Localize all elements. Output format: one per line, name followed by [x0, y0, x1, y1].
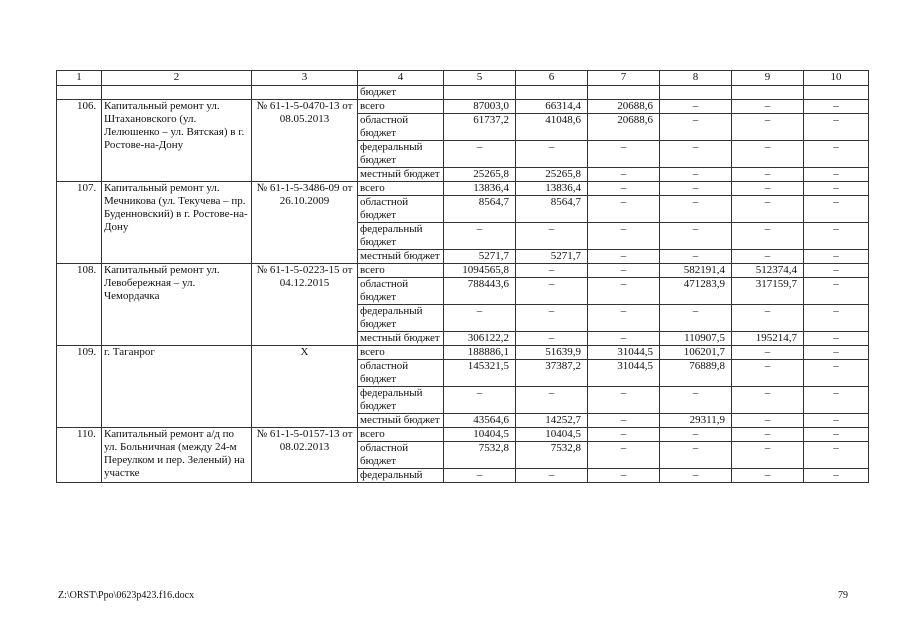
value-cell: 20688,6: [588, 114, 660, 141]
entry-doc-cell: Х: [252, 346, 358, 428]
value-cell: –: [804, 360, 869, 387]
value-cell: –: [804, 305, 869, 332]
value-cell: –: [732, 469, 804, 483]
value-cell: –: [516, 332, 588, 346]
value-cell: 20688,6: [588, 100, 660, 114]
budget-type-cell: федеральный: [358, 469, 444, 483]
budget-table: [56, 70, 869, 483]
footer-file-path: Z:\ORST\Ppo\0623p423.f16.docx: [58, 590, 195, 601]
value-cell: –: [804, 223, 869, 250]
value-cell: –: [804, 100, 869, 114]
budget-type-cell: местный бюджет: [358, 250, 444, 264]
value-cell: 37387,2: [516, 360, 588, 387]
value-cell: 13836,4: [444, 182, 516, 196]
value-cell: –: [516, 469, 588, 483]
value-cell: –: [804, 141, 869, 168]
value-cell: 31044,5: [588, 360, 660, 387]
value-cell: –: [804, 168, 869, 182]
col-header: 8: [660, 71, 732, 86]
value-cell: –: [516, 278, 588, 305]
value-cell: –: [732, 168, 804, 182]
value-cell: 7532,8: [444, 442, 516, 469]
value-cell: –: [732, 442, 804, 469]
value-cell: –: [444, 141, 516, 168]
value-cell: 25265,8: [444, 168, 516, 182]
value-cell: –: [660, 141, 732, 168]
value-cell: –: [732, 141, 804, 168]
table-row: [57, 100, 869, 114]
entry-name-cell: Капитальный ремонт ул. Штахановского (ул. Лелюшенко – ул. Вятская) в г. Ростове-на-Дону: [102, 100, 252, 182]
value-cell: 41048,6: [516, 114, 588, 141]
value-cell: –: [588, 442, 660, 469]
value-cell: –: [588, 264, 660, 278]
footer-page-number: 79: [838, 590, 848, 601]
value-cell: –: [444, 387, 516, 414]
entry-doc-cell: № 61-1-5-0223-15 от 04.12.2015: [252, 264, 358, 346]
value-cell: 66314,4: [516, 100, 588, 114]
value-cell: 10404,5: [444, 428, 516, 442]
value-cell: 1094565,8: [444, 264, 516, 278]
value-cell: 76889,8: [660, 360, 732, 387]
value-cell: 10404,5: [516, 428, 588, 442]
value-cell: 110907,5: [660, 332, 732, 346]
value-cell: –: [444, 223, 516, 250]
col-header: 2: [102, 71, 252, 86]
value-cell: 31044,5: [588, 346, 660, 360]
entry-name-cell: г. Таганрог: [102, 346, 252, 428]
value-cell: –: [516, 305, 588, 332]
value-cell: –: [660, 114, 732, 141]
value-cell: –: [660, 305, 732, 332]
budget-type-cell: федеральный бюджет: [358, 387, 444, 414]
budget-type-cell: местный бюджет: [358, 414, 444, 428]
budget-type-cell: областной бюджет: [358, 196, 444, 223]
value-cell: –: [588, 141, 660, 168]
value-cell: 471283,9: [660, 278, 732, 305]
table-row: [57, 428, 869, 442]
col-header: 5: [444, 71, 516, 86]
value-cell: 145321,5: [444, 360, 516, 387]
col-header: 9: [732, 71, 804, 86]
value-cell: –: [804, 332, 869, 346]
budget-type-cell: всего: [358, 100, 444, 114]
entry-name-cell: Капитальный ремонт а/д по ул. Больничная (между 24-м Переулком и пер. Зеленый) на участке: [102, 428, 252, 483]
value-cell: 25265,8: [516, 168, 588, 182]
col-header: 6: [516, 71, 588, 86]
value-cell: –: [660, 196, 732, 223]
value-cell: –: [804, 414, 869, 428]
value-cell: –: [660, 168, 732, 182]
budget-type-cell: местный бюджет: [358, 168, 444, 182]
value-cell: –: [588, 168, 660, 182]
entry-doc-cell: № 61-1-5-3486-09 от 26.10.2009: [252, 182, 358, 264]
value-cell: 188886,1: [444, 346, 516, 360]
value-cell: –: [660, 250, 732, 264]
table-row: [57, 264, 869, 278]
entry-name-cell: Капитальный ремонт ул. Левобережная – ул. Чемордачка: [102, 264, 252, 346]
budget-type-cell: всего: [358, 182, 444, 196]
value-cell: –: [732, 428, 804, 442]
value-cell: 582191,4: [660, 264, 732, 278]
value-cell: –: [732, 346, 804, 360]
value-cell: –: [660, 387, 732, 414]
entry-name-cell: Капитальный ремонт ул. Мечникова (ул. Текучева – пр. Буденновский) в г. Ростове-на-Дону: [102, 182, 252, 264]
value-cell: –: [588, 428, 660, 442]
value-cell: –: [804, 182, 869, 196]
budget-type-cell: федеральный бюджет: [358, 223, 444, 250]
entry-doc-cell: № 61-1-5-0157-13 от 08.02.2013: [252, 428, 358, 483]
value-cell: 8564,7: [444, 196, 516, 223]
value-cell: 13836,4: [516, 182, 588, 196]
value-cell: 195214,7: [732, 332, 804, 346]
value-cell: –: [732, 387, 804, 414]
value-cell: –: [588, 196, 660, 223]
value-cell: –: [660, 100, 732, 114]
value-cell: –: [732, 114, 804, 141]
value-cell: –: [660, 469, 732, 483]
value-cell: –: [660, 182, 732, 196]
header-row: [57, 71, 869, 86]
value-cell: 29311,9: [660, 414, 732, 428]
table-row: [57, 346, 869, 360]
value-cell: –: [588, 469, 660, 483]
budget-type-cell: всего: [358, 264, 444, 278]
table-row: [57, 182, 869, 196]
entry-number-cell: 110.: [57, 428, 102, 483]
value-cell: 43564,6: [444, 414, 516, 428]
value-cell: –: [804, 114, 869, 141]
value-cell: –: [732, 414, 804, 428]
value-cell: –: [444, 469, 516, 483]
value-cell: –: [732, 223, 804, 250]
value-cell: –: [804, 469, 869, 483]
continuation-row: [57, 86, 869, 100]
col-header: 10: [804, 71, 869, 86]
budget-type-cell: федеральный бюджет: [358, 141, 444, 168]
value-cell: –: [588, 305, 660, 332]
entry-number-cell: 107.: [57, 182, 102, 264]
value-cell: –: [660, 442, 732, 469]
entry-number-cell: 109.: [57, 346, 102, 428]
value-cell: –: [444, 305, 516, 332]
value-cell: –: [516, 264, 588, 278]
value-cell: 306122,2: [444, 332, 516, 346]
value-cell: –: [660, 428, 732, 442]
value-cell: 317159,7: [732, 278, 804, 305]
budget-type-cell: бюджет: [358, 86, 444, 100]
value-cell: 7532,8: [516, 442, 588, 469]
col-header: 7: [588, 71, 660, 86]
value-cell: 61737,2: [444, 114, 516, 141]
value-cell: –: [588, 250, 660, 264]
budget-type-cell: областной бюджет: [358, 442, 444, 469]
value-cell: –: [732, 196, 804, 223]
budget-type-cell: областной бюджет: [358, 114, 444, 141]
entry-doc-cell: № 61-1-5-0470-13 от 08.05.2013: [252, 100, 358, 182]
value-cell: 788443,6: [444, 278, 516, 305]
value-cell: –: [516, 141, 588, 168]
budget-type-cell: местный бюджет: [358, 332, 444, 346]
value-cell: 512374,4: [732, 264, 804, 278]
value-cell: 51639,9: [516, 346, 588, 360]
value-cell: –: [588, 387, 660, 414]
col-header: 3: [252, 71, 358, 86]
value-cell: 5271,7: [444, 250, 516, 264]
col-header: 4: [358, 71, 444, 86]
value-cell: –: [804, 428, 869, 442]
value-cell: –: [804, 264, 869, 278]
col-header: 1: [57, 71, 102, 86]
budget-type-cell: федеральный бюджет: [358, 305, 444, 332]
value-cell: –: [732, 360, 804, 387]
value-cell: –: [516, 387, 588, 414]
value-cell: –: [732, 305, 804, 332]
value-cell: –: [804, 442, 869, 469]
entry-number-cell: 106.: [57, 100, 102, 182]
value-cell: –: [732, 250, 804, 264]
value-cell: 106201,7: [660, 346, 732, 360]
value-cell: –: [804, 278, 869, 305]
value-cell: –: [588, 182, 660, 196]
value-cell: –: [588, 278, 660, 305]
value-cell: –: [804, 196, 869, 223]
value-cell: –: [804, 387, 869, 414]
value-cell: 8564,7: [516, 196, 588, 223]
value-cell: –: [804, 250, 869, 264]
value-cell: –: [588, 414, 660, 428]
budget-type-cell: областной бюджет: [358, 360, 444, 387]
budget-type-cell: областной бюджет: [358, 278, 444, 305]
value-cell: 5271,7: [516, 250, 588, 264]
value-cell: 87003,0: [444, 100, 516, 114]
value-cell: 14252,7: [516, 414, 588, 428]
budget-type-cell: всего: [358, 428, 444, 442]
budget-type-cell: всего: [358, 346, 444, 360]
value-cell: –: [732, 182, 804, 196]
value-cell: –: [516, 223, 588, 250]
value-cell: –: [588, 223, 660, 250]
value-cell: –: [588, 332, 660, 346]
value-cell: –: [660, 223, 732, 250]
value-cell: –: [732, 100, 804, 114]
entry-number-cell: 108.: [57, 264, 102, 346]
value-cell: –: [804, 346, 869, 360]
